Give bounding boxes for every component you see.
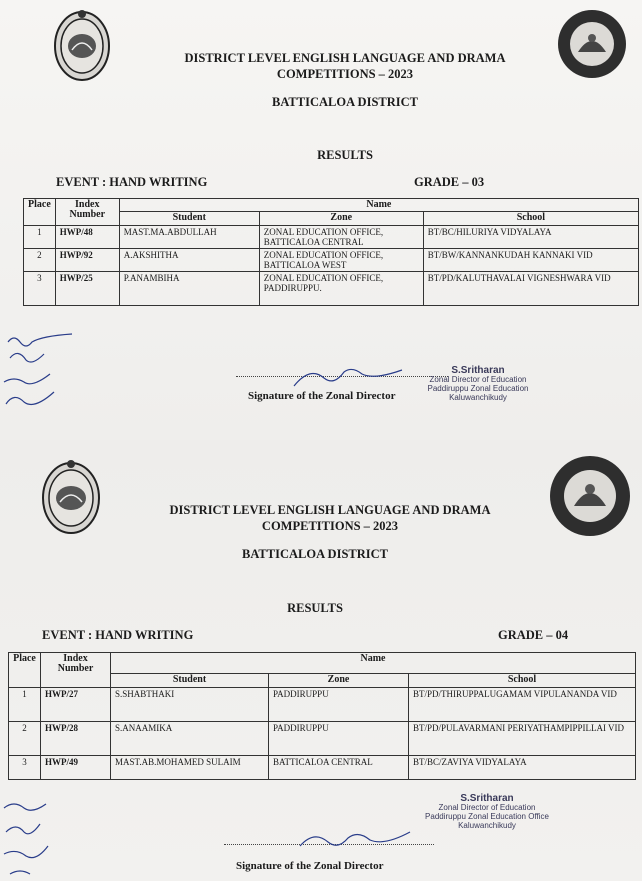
student-cell: P.ANAMBIHA xyxy=(119,272,259,306)
student-header: Student xyxy=(111,674,269,688)
place-cell: 3 xyxy=(9,756,41,780)
results-sheet-grade-4 xyxy=(0,440,642,881)
school-cell: BT/BW/KANNANKUDAH KANNAKI VID xyxy=(423,249,638,272)
index-header: Index Number xyxy=(41,653,111,688)
handwritten-margin-notes-icon xyxy=(0,798,80,881)
index-cell: HWP/25 xyxy=(55,272,119,306)
signature-label: Signature of the Zonal Director xyxy=(236,860,384,872)
zone-cell: PADDIRUPPU xyxy=(269,688,409,722)
name-header: Name xyxy=(119,199,638,212)
signature-scribble-icon xyxy=(296,826,426,852)
director-stamp: S.Sritharan Zonal Director of Education Paddiruppu Zonal Education Office Kaluwanchikudy xyxy=(425,793,549,830)
zonal-education-seal-icon xyxy=(556,8,628,80)
table-row xyxy=(9,756,636,780)
results-heading: RESULTS xyxy=(287,601,343,615)
school-cell: BT/BC/ZAVIYA VIDYALAYA xyxy=(409,756,636,780)
director-stamp: S.Sritharan Zonal Director of Education Paddiruppu Zonal Education Kaluwanchikudy xyxy=(427,365,529,402)
place-cell: 1 xyxy=(9,688,41,722)
zone-cell: ZONAL EDUCATION OFFICE, BATTICALOA WEST xyxy=(259,249,423,272)
district-heading: BATTICALOA DISTRICT xyxy=(272,95,418,109)
signature-scribble-icon xyxy=(290,362,420,390)
grade-label: GRADE – 03 xyxy=(414,175,485,189)
zone-cell: ZONAL EDUCATION OFFICE, BATTICALOA CENTRAL xyxy=(259,226,423,249)
results-sheet-grade-3 xyxy=(0,0,642,440)
table-row xyxy=(9,722,636,756)
school-header: School xyxy=(409,674,636,688)
school-header: School xyxy=(423,212,638,226)
name-header: Name xyxy=(111,653,636,674)
place-cell: 1 xyxy=(24,226,56,249)
index-header: Index Number xyxy=(55,199,119,226)
index-cell: HWP/28 xyxy=(41,722,111,756)
results-table xyxy=(8,652,636,780)
table-row xyxy=(24,226,639,249)
student-header: Student xyxy=(119,212,259,226)
district-heading: BATTICALOA DISTRICT xyxy=(242,547,388,561)
zone-cell: ZONAL EDUCATION OFFICE, PADDIRUPPU. xyxy=(259,272,423,306)
school-cell: BT/PD/PULAVARMANI PERIYATHAMPIPPILLAI VID xyxy=(409,722,636,756)
student-cell: S.ANAAMIKA xyxy=(111,722,269,756)
results-table xyxy=(23,198,639,306)
zonal-education-seal-icon xyxy=(548,454,632,538)
index-cell: HWP/27 xyxy=(41,688,111,722)
table-row xyxy=(9,688,636,722)
student-cell: A.AKSHITHA xyxy=(119,249,259,272)
index-cell: HWP/49 xyxy=(41,756,111,780)
document-title: DISTRICT LEVEL ENGLISH LANGUAGE AND DRAMA COMPETITIONS – 2023 xyxy=(184,51,506,81)
signature-label: Signature of the Zonal Director xyxy=(248,390,396,402)
student-cell: MAST.AB.MOHAMED SULAIM xyxy=(111,756,269,780)
zone-header: Zone xyxy=(269,674,409,688)
event-label: EVENT : HAND WRITING xyxy=(56,175,208,189)
school-cell: BT/PD/KALUTHAVALAI VIGNESHWARA VID xyxy=(423,272,638,306)
student-cell: MAST.MA.ABDULLAH xyxy=(119,226,259,249)
zone-header: Zone xyxy=(259,212,423,226)
zone-cell: PADDIRUPPU xyxy=(269,722,409,756)
index-cell: HWP/92 xyxy=(55,249,119,272)
sri-lanka-emblem-icon xyxy=(40,456,102,536)
school-cell: BT/PD/THIRUPPALUGAMAM VIPULANANDA VID xyxy=(409,688,636,722)
document-title: DISTRICT LEVEL ENGLISH LANGUAGE AND DRAMA COMPETITIONS – 2023 xyxy=(169,503,491,533)
zone-cell: BATTICALOA CENTRAL xyxy=(269,756,409,780)
grade-label: GRADE – 04 xyxy=(498,628,569,642)
handwritten-margin-notes-icon xyxy=(0,330,90,420)
table-row xyxy=(24,272,639,306)
place-header: Place xyxy=(9,653,41,688)
results-heading: RESULTS xyxy=(317,148,373,162)
place-cell: 2 xyxy=(9,722,41,756)
place-cell: 2 xyxy=(24,249,56,272)
place-header: Place xyxy=(24,199,56,226)
school-cell: BT/BC/HILURIYA VIDYALAYA xyxy=(423,226,638,249)
place-cell: 3 xyxy=(24,272,56,306)
table-row xyxy=(24,249,639,272)
index-cell: HWP/48 xyxy=(55,226,119,249)
sri-lanka-emblem-icon xyxy=(52,6,112,82)
event-label: EVENT : HAND WRITING xyxy=(42,628,194,642)
student-cell: S.SHABTHAKI xyxy=(111,688,269,722)
